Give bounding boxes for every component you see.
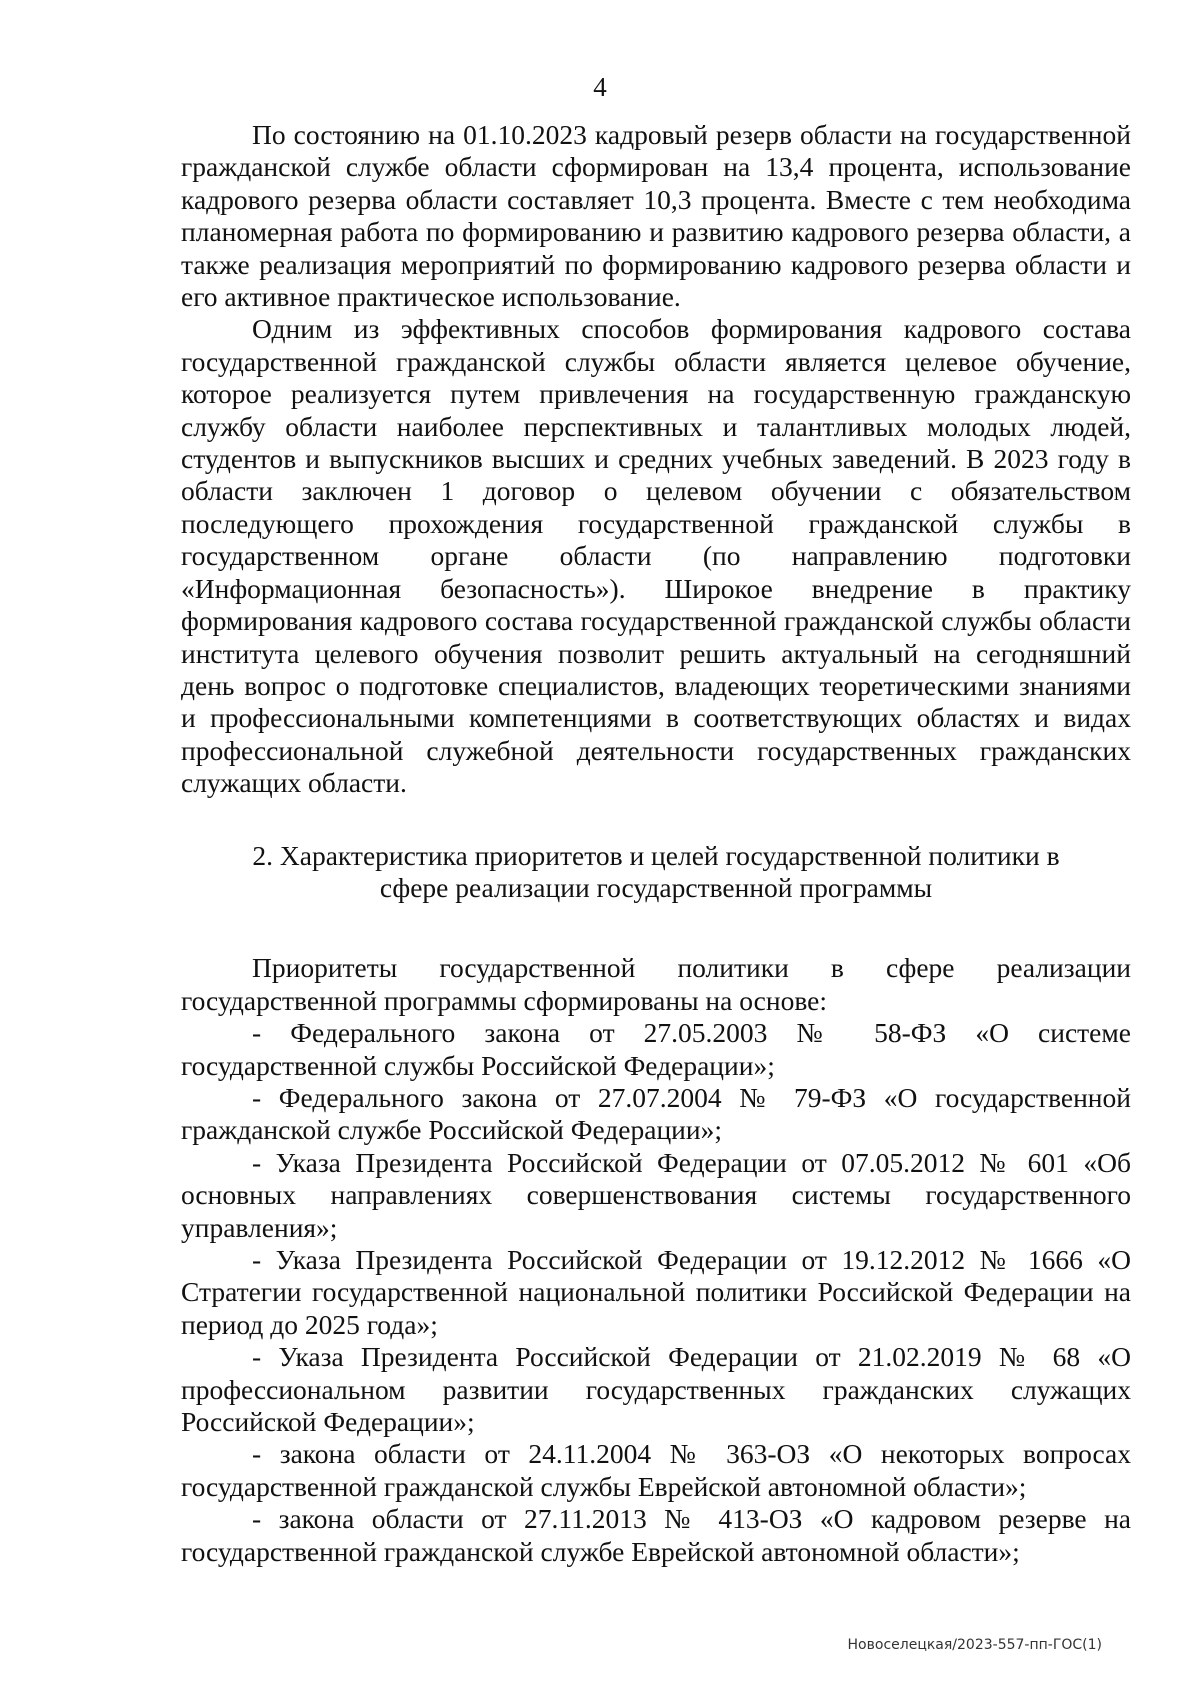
document-body (181, 119, 1131, 1568)
priority-item: - Федерального закона от 27.05.2003 № 58-ФЗ «О системе государственной службы Российской Федерации»; (181, 1017, 1131, 1081)
priority-item: - закона области от 27.11.2013 № 413-ОЗ «О кадровом резерве на государственной гражданской службе Еврейской автономной области»; (181, 1503, 1131, 1567)
document-footer-code: Новоселецкая/2023-557-пп-ГОС(1) (847, 1637, 1102, 1653)
paragraph-personnel-reserve: По состоянию на 01.10.2023 кадровый резерв области на государственной гражданской службе области сформирован на 13,4 процента, использование кадрового резерва области составляет 10,3 процента. Вместе с тем необходима планомерная работа по формированию и развитию кадрового резерва области, а также реализация мероприятий по формированию кадрового резерва области и его активное практическое использование. (181, 119, 1131, 313)
priority-item: - Федерального закона от 27.07.2004 № 79-ФЗ «О государственной гражданской службе Российской Федерации»; (181, 1081, 1131, 1146)
section-heading-line-1: 2. Характеристика приоритетов и целей государственной политики в (252, 839, 1060, 871)
priority-item: - Указа Президента Российской Федерации от 21.02.2019 № 68 «О профессиональном развитии государственных гражданских служащих Российской Федерации»; (181, 1341, 1131, 1438)
section-heading-line-2: сфере реализации государственной программы (379, 871, 933, 903)
priority-item: - Указа Президента Российской Федерации от 19.12.2012 № 1666 «О Стратегии государственной национальной политики Российской Федерации на период до 2025 года»; (181, 1244, 1131, 1340)
priority-item: - Указа Президента Российской Федерации от 07.05.2012 № 601 «Об основных направлениях совершенствования системы государственного управления»; (181, 1146, 1131, 1243)
page-number: 4 (593, 72, 607, 102)
priorities-intro: Приоритеты государственной политики в сфере реализации государственной программы сформированы на основе: (181, 952, 1131, 1016)
section-heading (181, 800, 1131, 953)
paragraph-targeted-training: Одним из эффективных способов формирования кадрового состава государственной гражданской службы области является целевое обучение, которое реализуется путем привлечения на государственную гражданскую службу области наиболее перспективных и талантливых молодых людей, студентов и выпускников высших и средних учебных заведений. В 2023 году в области заключен 1 договор о целевом обучении с обязательством последующего прохождения государственной гражданской службы в государственном органе области (по направлению подготовки «Информационная безопасность»). Широкое внедрение в практику формирования кадрового состава государственной гражданской службы области института целевого обучения позволит решить актуальный на сегодняшний день вопрос о подготовке специалистов, владеющих теоретическими знаниями и профессиональными компетенциями в соответствующих областях и видах профессиональной служебной деятельности государственных гражданских служащих области. (181, 313, 1131, 799)
priority-item: - закона области от 24.11.2004 № 363-ОЗ «О некоторых вопросах государственной гражданской службы Еврейской автономной области»; (181, 1438, 1131, 1502)
